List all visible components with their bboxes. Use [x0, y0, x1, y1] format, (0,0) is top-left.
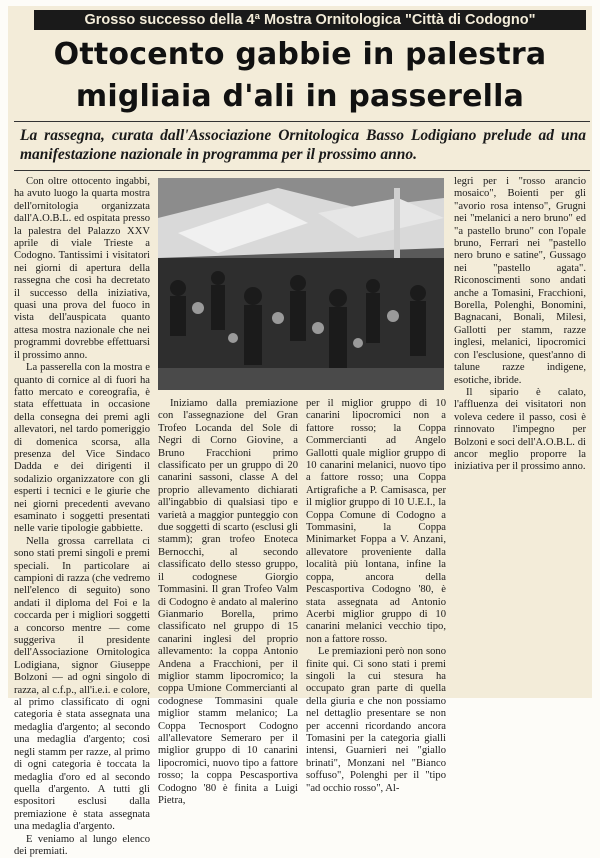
divider-rule — [14, 170, 590, 171]
article-column-3 — [306, 398, 446, 794]
divider-rule — [14, 121, 590, 122]
kicker-banner: Grosso successo della 4ª Mostra Ornitologica "Città di Codogno" — [34, 10, 586, 30]
paragraph: legri per i "rosso arancio mosaico", Boienti per gli "avorio rosa intenso", Grugni nei "melanici a nero bruno" ed "a pastello bruno" con l'opale bruno, Ferrari nei "pastello nero bruno e satine", Gussago nei "pastello agata". Riconoscimenti sono andati anche a Tomasini, Fracchioni, Borella, Polenghi, Bonomini, Bagnacani, Bonali, Milesi, Gallotti per stamm, razze inglesi, melanici, lipocromici con l'esclusione, quest'anno di talune razze indigene, esotiche, ibride. — [454, 176, 586, 386]
paragraph: E veniamo al lungo elenco dei premiati. — [14, 833, 150, 857]
paragraph: Nella grossa carrellata ci sono stati premi singoli e premi speciali. In particolare ai campioni di razza (che vedremo nell'elenco di seguito) sono andati il diploma del Foi e la coccarda per i migliori soggetti a concorso mentre — come suggeriva il presidente dell'Associazione Ornitologica Lodigiana, signor Giuseppe Bolzoni — ad ogni singolo di razza, al c.f.p., all'i.e.i. e colore, al primo classificato di ogni categoria è stata assegnata una medaglia d'argento; al secondo una medaglia d'argento; così negli stamm per razze, al primo di ogni categoria è toccata la medaglia d'oro ed al secondo quella d'argento. A tutti gli espositori esclusi dalla premiazione è stata assegnata una medaglia d'argento. — [14, 535, 150, 833]
paragraph: Il sipario è calato, l'affluenza dei visitatori non voleva cedere il passo, così è rinnovato l'impegno per Bolzoni e soci dell'A.O.B.L. di ancor meglio proporre la iniziativa per il prossimo anno. — [454, 386, 586, 473]
deck-subtitle: La rassegna, curata dall'Associazione Ornitologica Basso Lodigiano prelude ad una manifestazione nazionale in programma per il prossimo anno. — [20, 127, 586, 163]
article-column-2 — [158, 398, 298, 806]
headline-line-1: Ottocento gabbie in palestra — [53, 37, 547, 72]
headline-line-2: migliaia d'ali in passerella — [75, 79, 525, 114]
paragraph: Iniziamo dalla premiazione con l'assegnazione del Gran Trofeo Locanda del Sole di Negri di Corno Giovine, a Bruno Fracchioni primo classificato per un gruppo di 20 canarini sassoni, classe A del proprio allevamento dichiarati all'ingabbio di qualsiasi tipo e varietà a maggior punteggio con due soggetti di scarto (esclusi gli stamm); gran trofeo Enoteca Bernocchi, al secondo classificato dello stesso gruppo, il codognese Giorgio Tommasini. Il gran Trofeo Valm di Codogno è andato al malerino Gianmario Borella, primo classificato nel gruppo di 15 canarini inglesi del proprio allevamento: la coppa Antonio Andena a Fracchioni, per il miglior stamm lipocromico; la coppa Umione Commercianti al codognese Tommasini quale miglior stamm melanico; La Coppa Tecnosport Codogno all'allevatore Semeraro per il miglior gruppo di 10 canarini lipocromici, nuovo tipo a fattore rosso; la coppa Pescasportiva Codogno '80 è finita a Luigi Pietra, — [158, 398, 298, 806]
exhibition-photo — [158, 178, 444, 390]
paragraph: per il miglior gruppo di 10 canarini lipocromici non a fattore rosso; la Coppa Commercianti ad Angelo Gallotti quale miglior gruppo di 10 canarini melanici, nuovo tipo a fattore rosso; una Coppa Artigrafiche a P. Camisasca, per il miglior gruppo di 10 U.E.I., la Coppa Comune di Codogno a Tommasini, la Coppa Minimarket Foppa a V. Anzani, allevatore proveniente dalla località più lontana, infine la coppa, ancora della Pescasportiva Codogno '80, è stata assegnata ad Antonio Acerbi miglior gruppo di 10 canarini melanici vecchio tipo, non a fattore rosso. — [306, 398, 446, 645]
paragraph: La passerella con la mostra e quanto di cornice al di fuori ha fatto mercato e coreografia, è stata effettuata in occasione della consegna dei premi agli allevatori, nel tardo pomeriggio di domenica scorsa, alla presenza del Vice Sindaco Dadda e dei dirigenti il sodalizio organizzatore con gli esperti i tecnici e le giurie che nei giorni precedenti avevano esaminato i soggetti presentati nelle varie tipologie gabbiette. — [14, 362, 150, 535]
crowd-photo-graphic — [158, 178, 444, 390]
paragraph: Con oltre ottocento ingabbi, ha avuto luogo la quarta mostra dell'ornitologia organizzata dall'A.O.B.L. ed ospitata presso la palestra del Palazzo XXV aprile di viale Trieste a Codogno. Tantissimi i visitatori nei giorni di apertura della rassegna che così ha decretato il successo della iniziativa, quasi una prova del fuoco in vista dell'auspicata quanto attesa mostra nazionale che nei programmi dovrebbe effettuarsi il prossimo anno. — [14, 176, 150, 361]
paragraph: Le premiazioni però non sono finite qui. Ci sono stati i premi singoli la cui stesura ha occupato gran parte di quella della giuria e che non possiamo nel dettaglio presentare se non per accenni ricordando ancora Tomasini per la categoria gialli intensi, Guarnieri nei "giallo brinati", Monzani nel "Bianco soffuso", Polenghi per il "tipo "ad occhio rosso", Al- — [306, 646, 446, 794]
article-column-4 — [454, 176, 586, 473]
article-column-1 — [14, 176, 150, 857]
